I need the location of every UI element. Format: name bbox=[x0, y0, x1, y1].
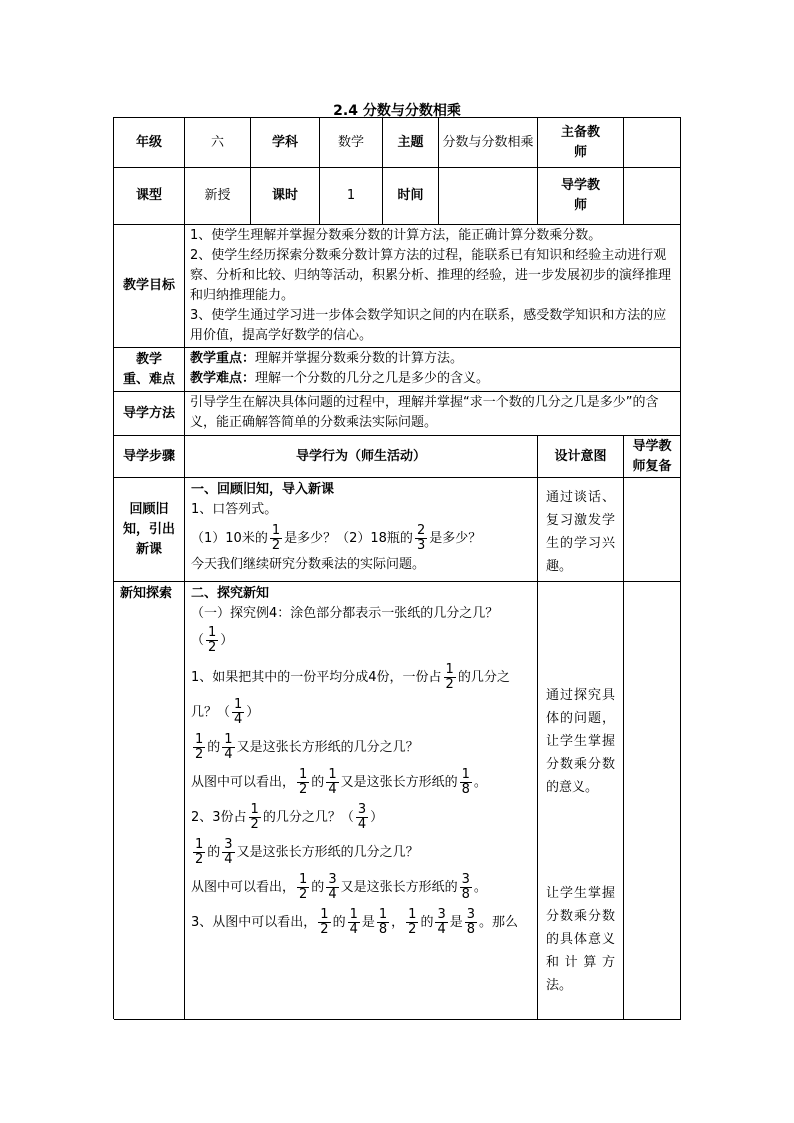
goal-item: 1、使学生理解并掌握分数乘分数的计算方法，能正确计算分数乘分数。 bbox=[190, 228, 602, 243]
fraction: $\frac{1}{8}$ bbox=[461, 767, 470, 797]
fraction: $\frac{1}{2}$ bbox=[445, 662, 454, 692]
section1-line1: 1、口答列式。 bbox=[191, 502, 278, 517]
time-label: 时间 bbox=[383, 168, 439, 225]
fraction: $\frac{3}{4}$ bbox=[437, 907, 446, 937]
method-text: 引导学生在解决具体问题的过程中，理解并掌握“求一个数的几分之几是多少”的含义，能正确解答简单的分数乘法实际问题。 bbox=[185, 392, 681, 436]
topic-label: 主题 bbox=[383, 118, 439, 168]
period-value: 1 bbox=[320, 168, 383, 225]
section2-intent-1: 通过探究具体的问题，让学生掌握分数乘分数的意义。 bbox=[546, 688, 615, 795]
subject-value: 数学 bbox=[320, 118, 383, 168]
col-steps-header: 导学步骤 bbox=[114, 436, 185, 478]
difficulty-text: 理解一个分数的几分之几是多少的含义。 bbox=[255, 371, 490, 386]
section2-heading: 二、探究新知 bbox=[191, 586, 270, 601]
col-actions-header: 导学行为（师生活动） bbox=[185, 436, 538, 478]
method-label: 导学方法 bbox=[114, 392, 185, 436]
fraction: $\frac{1}{2}$ bbox=[195, 732, 204, 762]
lesson-type-value: 新授 bbox=[185, 168, 251, 225]
goal-item: 3、使学生通过学习进一步体会数学知识之间的内在联系，感受数学知识和方法的应用价值，提高学好数学的信心。 bbox=[190, 308, 667, 343]
fraction: $\frac{1}{4}$ bbox=[349, 907, 358, 937]
fraction: $\frac{1}{2}$ bbox=[208, 625, 217, 655]
section2-content: 二、探究新知 （一）探究例4：涂色部分都表示一张纸的几分之几？ （ $\frac{1}{2}$ ） 1、如果把其中的一份平均分成4份，一份占 $\frac{1}{2}$ 的几分之 几？（ $\frac{1}{4}$ ） $\frac{1}{2}$ 的 $\frac{1}{4}$ 又是这张长方形纸的几分之几？ 从图中可以看出， $\frac{1}{2}$ 的 $\frac{1}{4}$ 又是这张长方形纸的 $\frac{1}{8}$ 。 2、3份占 $\frac{1}{2}$ 的几分之几？（ $\frac{3}{4}$ ） $\frac{1}{2}$ 的 $\frac{3}{4}$ 又是这张长方形纸的几分之几？ 从图中可以看出， $\frac{1}{2}$ 的 $\frac{3}{4}$ 又是这张长方形纸的 $\frac{3}{8}$ 。 3、从图中可以看出， $\frac{1}{2}$ 的 $\frac{1}{4}$ 是 $\frac{1}{8}$ ， $\frac{1}{2}$ 的 $\frac{3}{4}$ 是 $\frac{3}{8}$ 。那么 bbox=[185, 582, 538, 1020]
guide-teacher-label: 导学教师 bbox=[538, 168, 624, 225]
lead-teacher-label: 主备教师 bbox=[538, 118, 624, 168]
fraction: $\frac{3}{4}$ bbox=[357, 802, 367, 832]
grade-value: 六 bbox=[185, 118, 251, 168]
subject-label: 学科 bbox=[251, 118, 320, 168]
goal-item: 2、使学生经历探索分数乘分数计算方法的过程，能联系已有知识和经验主动进行观察、分析和比较、归纳等活动，积累分析、推理的经验，进一步发展初步的演绎推理和归纳推理能力。 bbox=[190, 248, 672, 303]
goals-label: 教学目标 bbox=[114, 225, 185, 348]
fraction: $\frac{1}{2}$ bbox=[408, 907, 417, 937]
section1-line3: 今天我们继续研究分数乘法的实际问题。 bbox=[191, 557, 426, 572]
fraction: $\frac{3}{4}$ bbox=[224, 837, 233, 867]
period-label: 课时 bbox=[251, 168, 320, 225]
grade-label: 年级 bbox=[114, 118, 185, 168]
difficulty-label: 教学难点： bbox=[190, 371, 256, 386]
lead-teacher-value bbox=[624, 118, 681, 168]
page-title: 2.4 分数与分数相乘 bbox=[333, 103, 461, 119]
fraction: $\frac{1}{2}$ bbox=[299, 872, 308, 902]
fraction: $\frac{1}{2}$ bbox=[320, 907, 329, 937]
fraction: $\frac{1}{2}$ bbox=[299, 767, 308, 797]
fraction: $\frac{2}{3}$ bbox=[416, 523, 426, 553]
fraction: $\frac{1}{2}$ bbox=[271, 523, 281, 553]
focus-text: 理解并掌握分数乘分数的计算方法。 bbox=[255, 351, 464, 366]
section1-question: （1）10米的 $\frac{1}{2}$ 是多少？（2）18瓶的 $\frac{2}{3}$ 是多少？ bbox=[191, 523, 482, 553]
time-value bbox=[439, 168, 538, 225]
fraction: $\frac{1}{8}$ bbox=[378, 907, 388, 937]
key-points-content bbox=[185, 348, 681, 392]
section2-step-label: 新知探索 bbox=[114, 582, 185, 1020]
goals-content bbox=[185, 225, 681, 348]
section2-review bbox=[624, 582, 681, 1020]
key-points-label: 教学 重、难点 bbox=[114, 348, 185, 392]
section1-review bbox=[624, 478, 681, 582]
fraction: $\frac{3}{8}$ bbox=[461, 872, 470, 902]
fraction: $\frac{1}{2}$ bbox=[195, 837, 204, 867]
section1-intent: 通过谈话、复习激发学生的学习兴趣。 bbox=[538, 478, 624, 582]
fraction: $\frac{1}{4}$ bbox=[224, 732, 233, 762]
fraction: $\frac{1}{4}$ bbox=[234, 697, 243, 727]
col-review-header: 导学教师复备 bbox=[624, 436, 681, 478]
section2-intent-2: 让学生掌握分数乘分数的具体意义和计算方法。 bbox=[546, 886, 615, 993]
lesson-plan-table bbox=[113, 117, 681, 1019]
fraction: $\frac{1}{4}$ bbox=[328, 767, 337, 797]
section2-intent bbox=[538, 582, 624, 1020]
fraction: $\frac{1}{2}$ bbox=[250, 802, 259, 832]
fraction: $\frac{3}{8}$ bbox=[466, 907, 476, 937]
section1-content bbox=[185, 478, 538, 582]
col-intent-header: 设计意图 bbox=[538, 436, 624, 478]
focus-label: 教学重点： bbox=[190, 351, 256, 366]
section1-step-label: 回顾旧知，引出新课 bbox=[114, 478, 185, 582]
section2-line1: （一）探究例4：涂色部分都表示一张纸的几分之几？ bbox=[191, 606, 499, 621]
section1-heading: 一、回顾旧知，导入新课 bbox=[191, 482, 335, 497]
fraction: $\frac{3}{4}$ bbox=[328, 872, 337, 902]
guide-teacher-value bbox=[624, 168, 681, 225]
topic-value: 分数与分数相乘 bbox=[439, 118, 538, 168]
lesson-type-label: 课型 bbox=[114, 168, 185, 225]
